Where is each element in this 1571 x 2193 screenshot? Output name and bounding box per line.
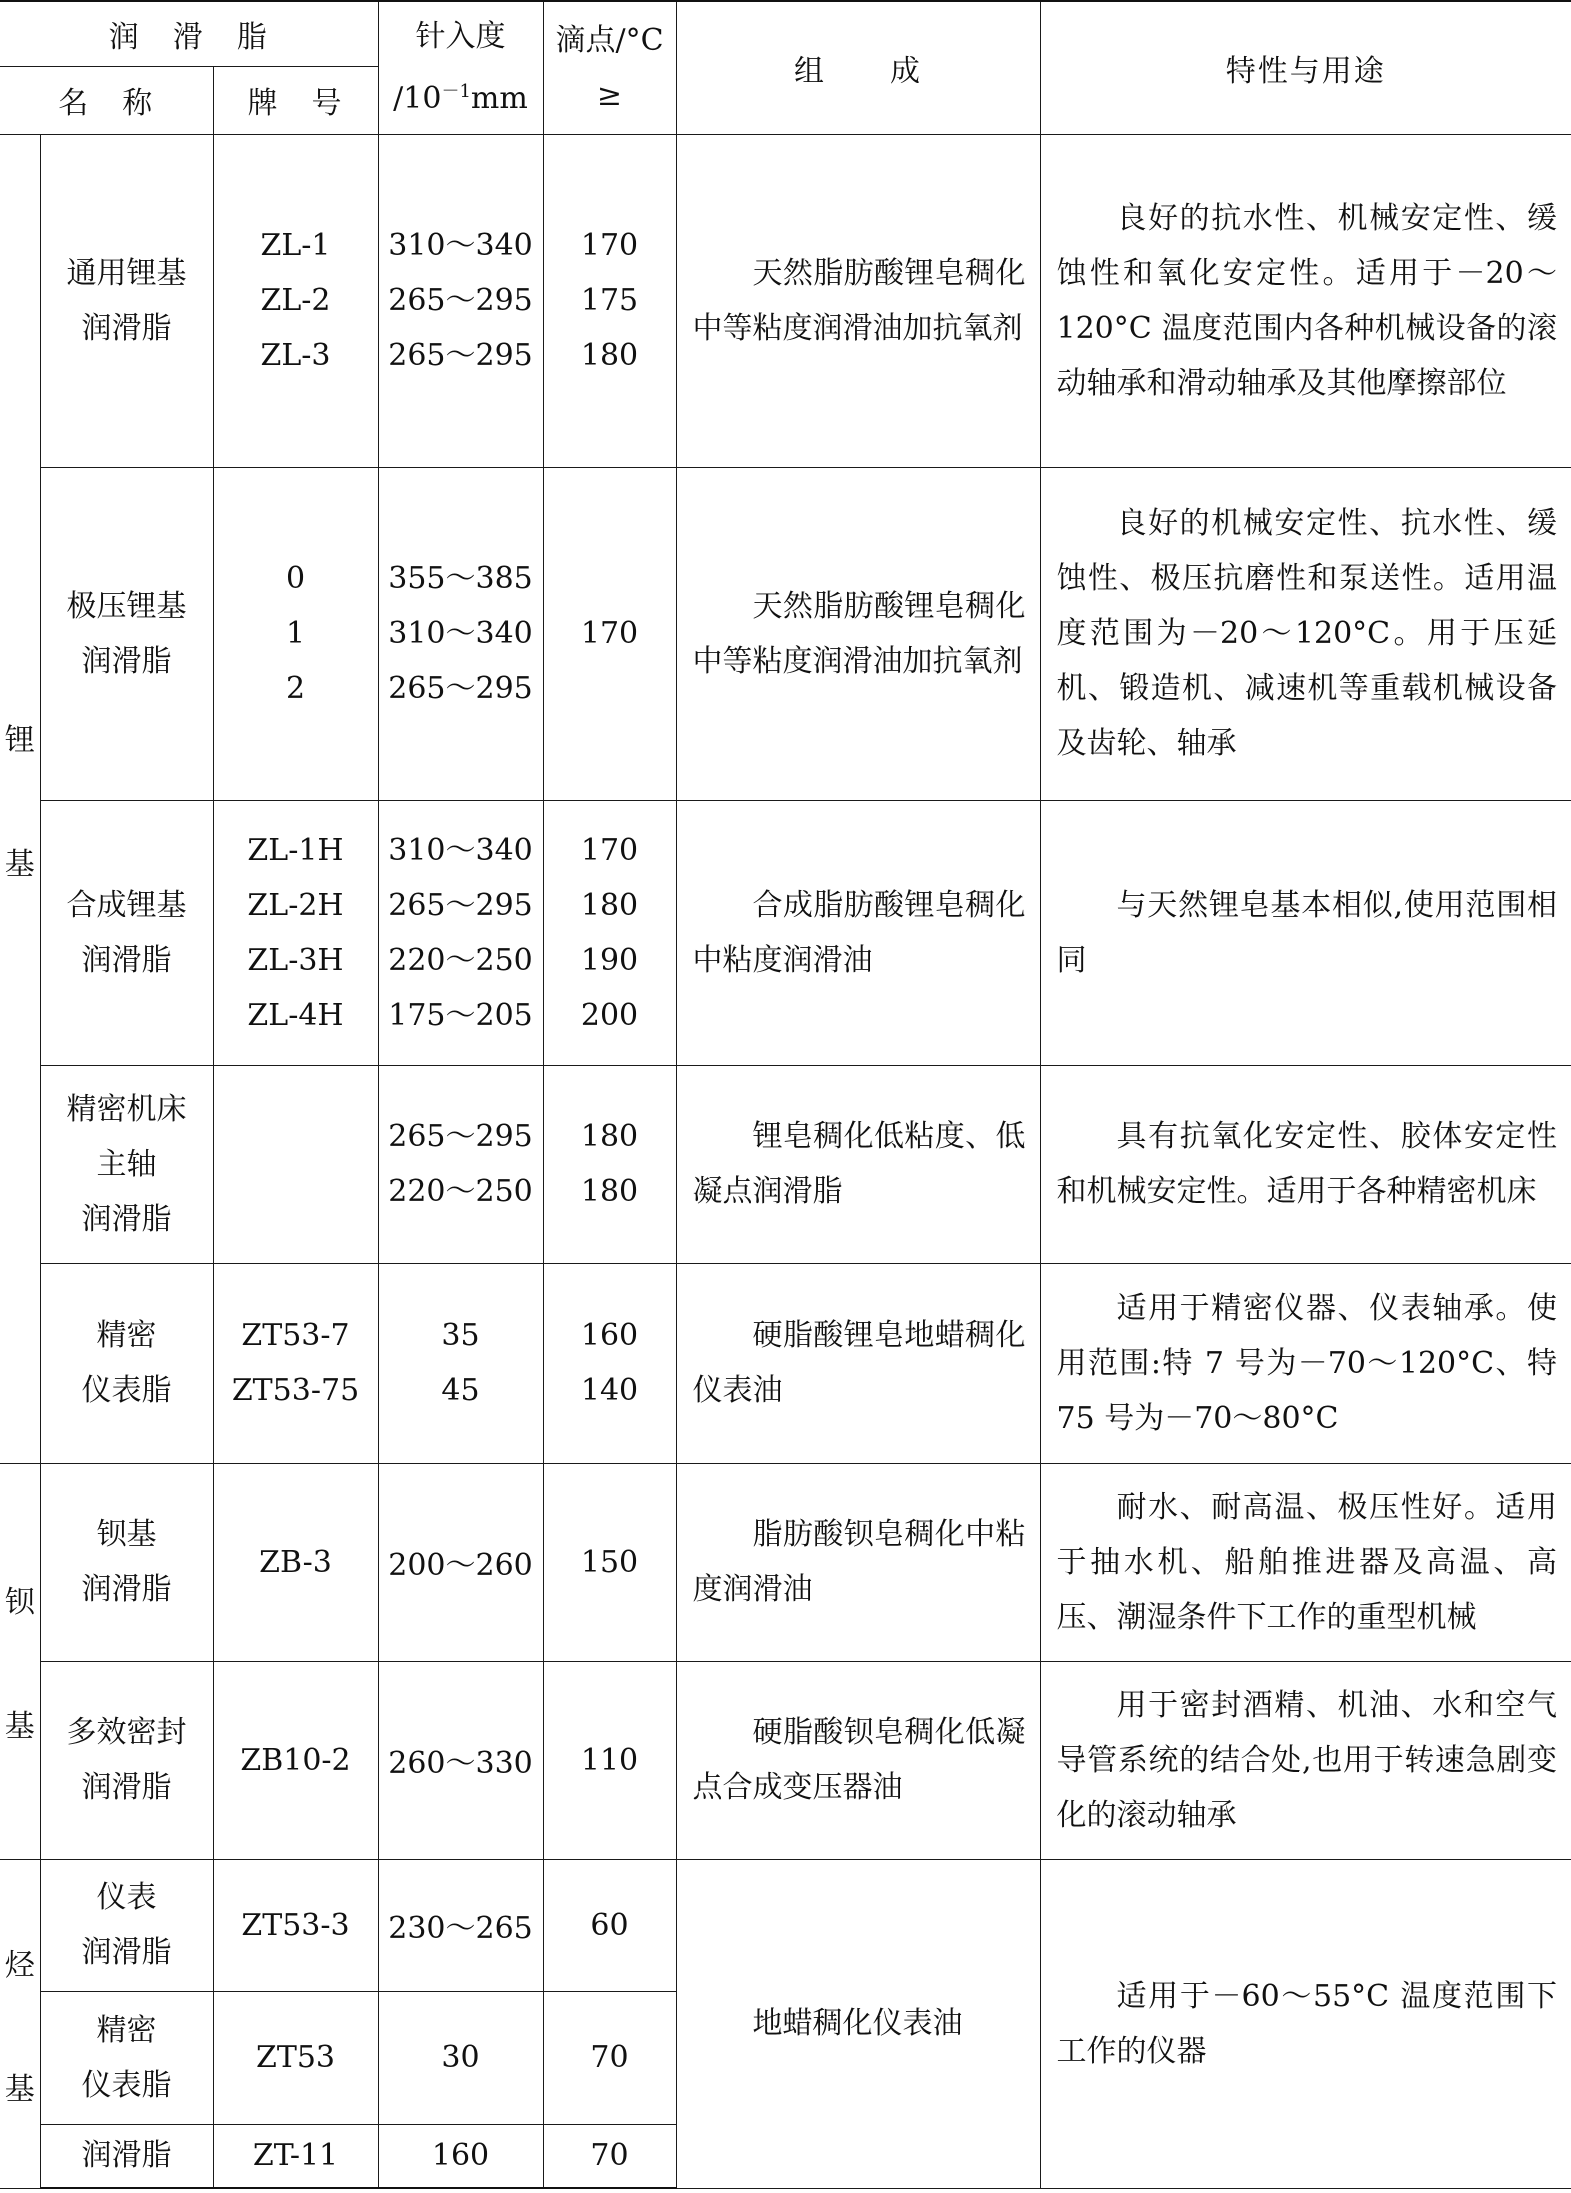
grease-name: 钡基 润滑脂 bbox=[40, 1463, 213, 1661]
header-grease: 润 滑 脂 bbox=[0, 1, 378, 66]
grease-composition: 天然脂肪酸锂皂稠化中等粘度润滑油加抗氧剂 bbox=[676, 467, 1040, 800]
grease-dropping-point: 160 140 bbox=[543, 1263, 676, 1463]
header-penetration-unit: $/10^{-1}mm$ bbox=[393, 81, 528, 117]
grease-usage: 良好的机械安定性、抗水性、缓蚀性、极压抗磨性和泵送性。适用温度范围为－20～120°C。用于压延机、锻造机、减速机等重载机械设备及齿轮、轴承 bbox=[1040, 467, 1571, 800]
table-row bbox=[0, 1661, 1571, 1859]
grease-composition: 硬脂酸锂皂地蜡稠化仪表油 bbox=[676, 1263, 1040, 1463]
grease-grade: ZL-1H ZL-2H ZL-3H ZL-4H bbox=[213, 800, 378, 1065]
table-row bbox=[0, 1065, 1571, 1263]
grease-dropping-point: 110 bbox=[543, 1661, 676, 1859]
grease-grade: ZT53 bbox=[213, 1991, 378, 2124]
grease-name: 润滑脂 bbox=[40, 2124, 213, 2188]
header-grade: 牌 号 bbox=[213, 66, 378, 134]
grease-composition: 锂皂稠化低粘度、低凝点润滑脂 bbox=[676, 1065, 1040, 1263]
table-row bbox=[0, 134, 1571, 467]
grease-penetration: 230～265 bbox=[378, 1859, 543, 1991]
grease-grade: ZT-11 bbox=[213, 2124, 378, 2188]
grease-penetration: 30 bbox=[378, 1991, 543, 2124]
grease-penetration: 160 bbox=[378, 2124, 543, 2188]
grease-usage: 良好的抗水性、机械安定性、缓蚀性和氧化安定性。适用于－20～120°C 温度范围内各种机械设备的滚动轴承和滑动轴承及其他摩擦部位 bbox=[1040, 134, 1571, 467]
grease-grade: ZB10-2 bbox=[213, 1661, 378, 1859]
header-name: 名 称 bbox=[0, 66, 213, 134]
grease-composition: 硬脂酸钡皂稠化低凝点合成变压器油 bbox=[676, 1661, 1040, 1859]
grease-name: 精密机床 主轴 润滑脂 bbox=[40, 1065, 213, 1263]
grease-name: 极压锂基 润滑脂 bbox=[40, 467, 213, 800]
grease-penetration: 355～385 310～340 265～295 bbox=[378, 467, 543, 800]
grease-dropping-point: 180 180 bbox=[543, 1065, 676, 1263]
grease-name: 精密 仪表脂 bbox=[40, 1263, 213, 1463]
table-row bbox=[0, 467, 1571, 800]
grease-usage: 适用于精密仪器、仪表轴承。使用范围:特 7 号为－70～120°C、特 75 号为－70～80°C bbox=[1040, 1263, 1571, 1463]
header-dropping-point-label: 滴点/°C bbox=[555, 22, 664, 58]
grease-dropping-point: 60 bbox=[543, 1859, 676, 1991]
grease-grade: ZT53-3 bbox=[213, 1859, 378, 1991]
header-row-1 bbox=[0, 1, 1571, 66]
header-usage: 特性与用途 bbox=[1040, 1, 1571, 134]
grease-penetration: 310～340 265～295 265～295 bbox=[378, 134, 543, 467]
grease-composition: 合成脂肪酸锂皂稠化中粘度润滑油 bbox=[676, 800, 1040, 1065]
table-row bbox=[0, 800, 1571, 1065]
grease-grade: ZL-1 ZL-2 ZL-3 bbox=[213, 134, 378, 467]
grease-name: 多效密封 润滑脂 bbox=[40, 1661, 213, 1859]
table-row bbox=[0, 1859, 1571, 1991]
grease-dropping-point: 170 180 190 200 bbox=[543, 800, 676, 1065]
grease-usage: 用于密封酒精、机油、水和空气导管系统的结合处,也用于转速急剧变化的滚动轴承 bbox=[1040, 1661, 1571, 1859]
grease-grade: ZT53-7 ZT53-75 bbox=[213, 1263, 378, 1463]
grease-dropping-point: 170 bbox=[543, 467, 676, 800]
grease-dropping-point: 170 175 180 bbox=[543, 134, 676, 467]
grease-name: 通用锂基 润滑脂 bbox=[40, 134, 213, 467]
grease-grade bbox=[213, 1065, 378, 1263]
grease-composition: 天然脂肪酸锂皂稠化中等粘度润滑油加抗氧剂 bbox=[676, 134, 1040, 467]
grease-penetration: 200～260 bbox=[378, 1463, 543, 1661]
grease-penetration: 310～340 265～295 220～250 175～205 bbox=[378, 800, 543, 1065]
group-barium: 钡 基 bbox=[0, 1463, 40, 1859]
grease-composition: 脂肪酸钡皂稠化中粘度润滑油 bbox=[676, 1463, 1040, 1661]
grease-grade: 0 1 2 bbox=[213, 467, 378, 800]
grease-usage: 耐水、耐高温、极压性好。适用于抽水机、船舶推进器及高温、高压、潮湿条件下工作的重型机械 bbox=[1040, 1463, 1571, 1661]
table-row bbox=[0, 1463, 1571, 1661]
header-composition: 组 成 bbox=[676, 1, 1040, 134]
grease-usage-shared: 适用于－60～55°C 温度范围下工作的仪器 bbox=[1040, 1859, 1571, 2188]
grease-composition-shared: 地蜡稠化仪表油 bbox=[676, 1859, 1040, 2188]
grease-dropping-point: 70 bbox=[543, 2124, 676, 2188]
grease-penetration: 35 45 bbox=[378, 1263, 543, 1463]
grease-penetration: 260～330 bbox=[378, 1661, 543, 1859]
grease-dropping-point: 150 bbox=[543, 1463, 676, 1661]
grease-usage: 与天然锂皂基本相似,使用范围相同 bbox=[1040, 800, 1571, 1065]
grease-name: 精密 仪表脂 bbox=[40, 1991, 213, 2124]
header-dropping-point bbox=[543, 1, 676, 134]
grease-name: 合成锂基 润滑脂 bbox=[40, 800, 213, 1065]
table-row bbox=[0, 1263, 1571, 1463]
group-hydrocarbon: 烃 基 bbox=[0, 1859, 40, 2188]
header-dropping-point-ge: ≥ bbox=[596, 77, 623, 113]
group-lithium: 锂 基 bbox=[0, 134, 40, 1463]
grease-dropping-point: 70 bbox=[543, 1991, 676, 2124]
grease-usage: 具有抗氧化安定性、胶体安定性和机械安定性。适用于各种精密机床 bbox=[1040, 1065, 1571, 1263]
header-penetration bbox=[378, 1, 543, 134]
grease-penetration: 265～295 220～250 bbox=[378, 1065, 543, 1263]
header-penetration-label: 针入度 bbox=[415, 19, 506, 55]
grease-name: 仪表 润滑脂 bbox=[40, 1859, 213, 1991]
grease-grade: ZB-3 bbox=[213, 1463, 378, 1661]
